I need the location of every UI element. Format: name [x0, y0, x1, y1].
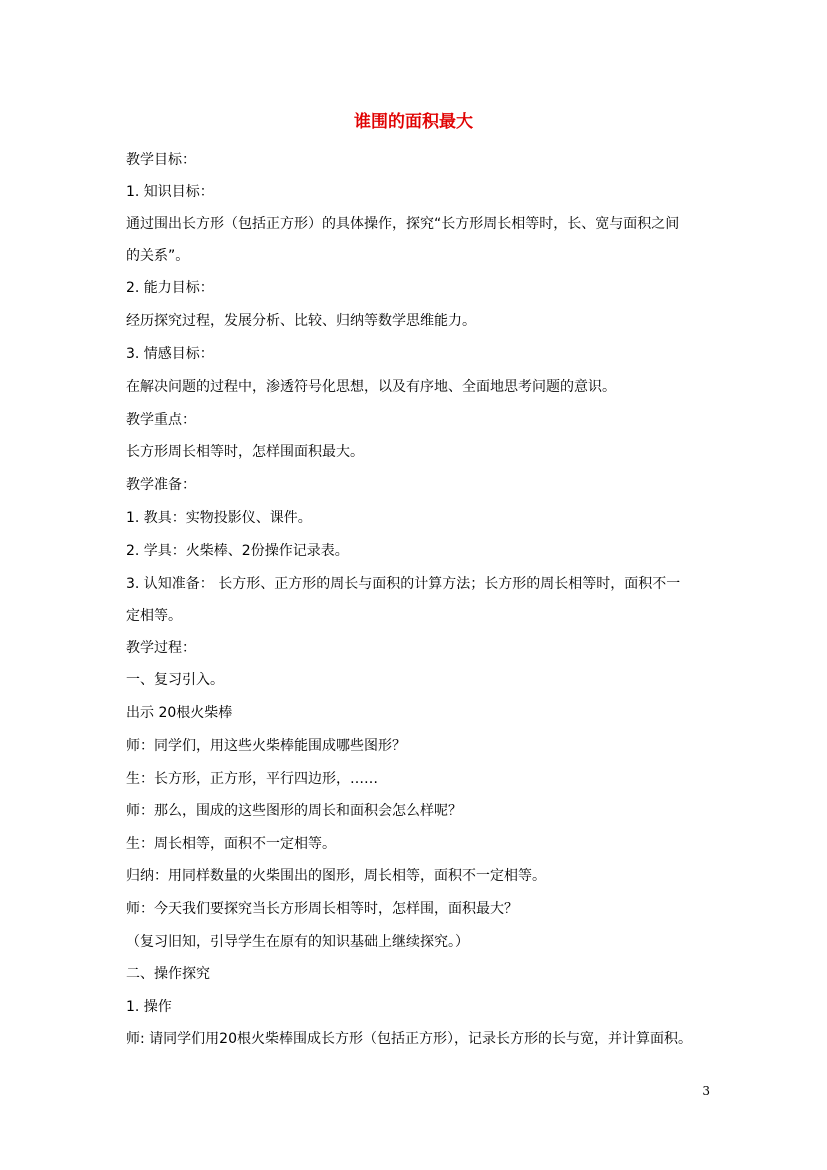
text-line: 生：周长相等，面积不一定相等。 [126, 836, 336, 852]
text-line: 教学目标： [126, 152, 196, 168]
page-number: 3 [702, 1084, 710, 1098]
text-line: 生：长方形，正方形，平行四边形，…… [126, 771, 378, 787]
text-line: 的关系”。 [126, 248, 190, 264]
text-line: 1. 操作 [126, 999, 172, 1015]
text-line: 师：今天我们要探究当长方形周长相等时，怎样围，面积最大？ [126, 901, 518, 917]
text-line: 3. 情感目标： [126, 346, 214, 362]
text-line: 在解决问题的过程中，渗透符号化思想，以及有序地、全面地思考问题的意识。 [126, 379, 616, 395]
text-line: 经历探究过程，发展分析、比较、归纳等数学思维能力。 [126, 313, 476, 329]
text-line: 通过围出长方形（包括正方形）的具体操作，探究“长方形周长相等时，长、宽与面积之间 [126, 216, 680, 232]
text-line: 1. 教具：实物投影仪、课件。 [126, 510, 312, 526]
text-line: 一、复习引入。 [126, 672, 224, 688]
text-line: 出示 20根火柴棒 [126, 705, 233, 721]
text-line: 长方形周长相等时，怎样围面积最大。 [126, 444, 364, 460]
text-line: 教学重点： [126, 412, 196, 428]
text-line: 师：同学们，用这些火柴棒能围成哪些图形？ [126, 738, 406, 754]
text-line: （复习旧知，引导学生在原有的知识基础上继续探究。） [126, 934, 469, 950]
text-line: 定相等。 [126, 608, 182, 624]
text-line: 1. 知识目标： [126, 184, 214, 200]
text-line: 2. 学具：火柴棒、2份操作记录表。 [126, 543, 349, 559]
text-line: 师：那么，围成的这些图形的周长和面积会怎么样呢？ [126, 803, 462, 819]
text-line: 师: 请同学们用20根火柴棒围成长方形（包括正方形），记录长方形的长与宽，并计算面积。 [126, 1031, 692, 1047]
text-line: 3. 认知准备： 长方形、正方形的周长与面积的计算方法；长方形的周长相等时，面积不一 [126, 576, 681, 592]
text-line: 归纳：用同样数量的火柴围出的图形，周长相等，面积不一定相等。 [126, 868, 546, 884]
text-line: 教学准备： [126, 477, 196, 493]
text-line: 二、操作探究 [126, 966, 210, 982]
text-line: 教学过程： [126, 640, 196, 656]
document-title: 谁围的面积最大 [354, 112, 473, 132]
text-line: 2. 能力目标： [126, 280, 214, 296]
